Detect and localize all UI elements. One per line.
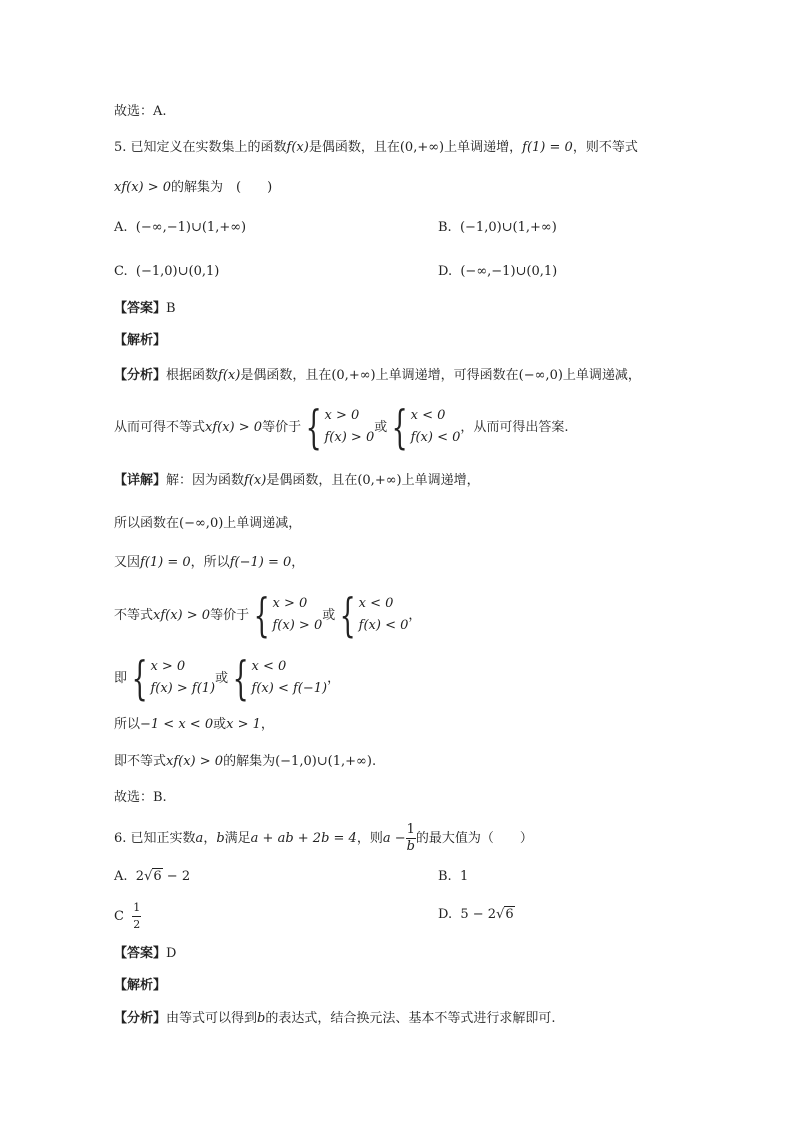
text: ， — [327, 670, 341, 686]
text: 等价于 — [210, 607, 250, 623]
math: (0,+∞) — [399, 140, 445, 155]
text: ，从而可得出答案. — [460, 419, 569, 435]
analysis-tag: 【解析】 — [114, 978, 167, 993]
math: f(x) > 0 — [272, 618, 323, 633]
text: ，所以 — [190, 555, 230, 570]
text: 或 — [213, 717, 227, 732]
text: ， — [203, 831, 217, 846]
detail-line — [114, 471, 480, 491]
math: (0,+∞) — [331, 368, 376, 383]
inequality-system: { x > 0 f(x) > f(1) — [131, 651, 216, 705]
detail-tag: 【详解】 — [114, 473, 167, 488]
math: (−1,0)∪(0,1) — [135, 264, 220, 279]
text: 即不等式 — [114, 754, 167, 769]
text: 上单调递增，可得函数在 — [375, 368, 519, 383]
numerator: 1 — [406, 822, 415, 837]
math: x < 0 — [251, 659, 287, 674]
denominator: b — [406, 839, 415, 854]
text-line — [114, 102, 167, 122]
option-b — [438, 867, 468, 887]
math: 6 — [505, 907, 514, 922]
option-c — [114, 262, 219, 282]
analysis-heading — [114, 976, 166, 996]
math: x > 0 — [272, 596, 308, 611]
answer-value: D — [166, 946, 177, 961]
math: f(−1) = 0 — [229, 555, 292, 570]
math: f(x) < 0 — [358, 618, 409, 633]
text: 或 — [322, 607, 336, 623]
analysis-sub-tag: 【分析】 — [114, 1011, 167, 1026]
text: 根据函数 — [166, 368, 219, 383]
text: 上单调递减， — [562, 368, 641, 383]
equivalence-line — [114, 651, 341, 705]
option-d: D. 5 − 2√6 — [438, 907, 514, 922]
text: ， — [260, 717, 274, 732]
analysis-tag: 【解析】 — [114, 333, 167, 348]
option-label: A. — [114, 869, 128, 884]
text: 即 — [114, 670, 128, 686]
option-label: B. — [438, 220, 452, 235]
text: 解：因为函数 — [166, 473, 245, 488]
text: 所以 — [114, 717, 141, 732]
text: 上单调递增， — [401, 473, 480, 488]
option-label: D. — [438, 907, 453, 922]
text: ， — [291, 555, 305, 570]
numerator: 1 — [132, 900, 141, 917]
text: 不等式 — [114, 607, 154, 623]
math: (−∞,−1)∪(1,+∞) — [135, 220, 247, 235]
analysis-heading — [114, 331, 166, 351]
option-a — [114, 218, 246, 238]
math: f(1) = 0 — [140, 555, 191, 570]
text: 是偶函数，且在 — [240, 368, 332, 383]
text: 上单调递减， — [223, 516, 302, 531]
text: 或 — [374, 419, 388, 435]
text: 的表达式，结合换元法、基本不等式进行求解即可. — [265, 1011, 556, 1026]
option-label: C — [114, 909, 124, 924]
option-label: C. — [114, 264, 128, 279]
option-label: A. — [114, 220, 128, 235]
inequality-system: { x < 0 f(x) < 0 — [339, 588, 409, 642]
text: 的解集为 ( ) — [171, 180, 273, 195]
analysis-line — [114, 366, 641, 386]
text: 等价于 — [262, 419, 302, 435]
option-b — [438, 218, 557, 238]
math: a − — [382, 831, 406, 846]
text: 从而可得不等式 — [114, 419, 206, 435]
math: f(x) — [286, 140, 309, 155]
text: 6. 已知正实数 — [114, 831, 196, 846]
analysis-line — [114, 1009, 556, 1029]
answer-value: B — [166, 301, 176, 316]
question-6-stem — [114, 822, 533, 856]
math: −1 < x < 0 — [140, 717, 214, 732]
text: 5. 已知定义在实数集上的函数 — [114, 140, 287, 155]
text: 的最大值为（ ） — [415, 831, 533, 846]
math: (−∞,0) — [179, 516, 224, 531]
math: x > 0 — [324, 408, 360, 423]
math: x > 1 — [226, 717, 261, 732]
option-c — [114, 900, 141, 934]
math: (−1,0)∪(1,+∞) — [275, 754, 372, 769]
math: f(x) > f(1) — [150, 681, 216, 696]
math: 1 — [459, 869, 469, 884]
math: f(x) — [244, 473, 267, 488]
fraction — [406, 822, 416, 855]
option-label: D. — [438, 264, 453, 279]
math: a + ab + 2b = 4 — [250, 831, 357, 846]
math: 6 — [153, 869, 162, 884]
text: ， — [408, 607, 422, 623]
denominator: 2 — [133, 918, 141, 931]
math: xf(x) > 0 — [205, 419, 263, 435]
math: x < 0 — [358, 596, 394, 611]
option-label: B. — [438, 869, 452, 884]
math: x < 0 — [410, 408, 446, 423]
math: a — [195, 831, 204, 846]
text: ，则不等式 — [572, 140, 638, 155]
math: x > 0 — [150, 659, 186, 674]
equivalence-line — [114, 400, 569, 454]
text: 故选：B. — [114, 790, 167, 805]
text-line — [114, 715, 274, 735]
math: (0,+∞) — [357, 473, 402, 488]
answer-tag: 【答案】 — [114, 301, 167, 316]
text-line — [114, 553, 304, 573]
math: xf(x) > 0 — [153, 607, 211, 623]
answer-tag: 【答案】 — [114, 946, 167, 961]
math: (−∞,0) — [518, 368, 563, 383]
equivalence-line — [114, 588, 422, 642]
math: f(x) < 0 — [410, 430, 461, 445]
text: 是偶函数，且在 — [308, 140, 400, 155]
text: 是偶函数，且在 — [266, 473, 358, 488]
text: 上单调递增， — [444, 140, 523, 155]
text: 又因 — [114, 555, 141, 570]
text: 满足 — [224, 831, 251, 846]
text: 的解集为 — [223, 754, 276, 769]
text-line — [114, 788, 167, 808]
text-line — [114, 752, 376, 772]
math: 2 — [135, 869, 145, 884]
option-a: A. 2√6 − 2 — [114, 869, 191, 884]
text: 或 — [215, 670, 229, 686]
math: f(1) = 0 — [522, 140, 573, 155]
analysis-sub-tag: 【分析】 — [114, 368, 167, 383]
math: f(x) — [218, 368, 241, 383]
fraction — [132, 900, 141, 933]
option-d — [438, 262, 557, 282]
inequality-system: { x > 0 f(x) > 0 — [253, 588, 323, 642]
math: − 2 — [162, 869, 191, 884]
math: xf(x) > 0 — [114, 180, 172, 195]
inequality-system: { x < 0 f(x) < 0 — [391, 400, 461, 454]
text: 故选：A. — [114, 104, 167, 119]
text-line — [114, 514, 301, 534]
answer-line — [114, 944, 176, 964]
text: 所以函数在 — [114, 516, 180, 531]
math: f(x) < f(−1) — [251, 681, 328, 696]
math: (−1,0)∪(1,+∞) — [459, 220, 557, 235]
math: xf(x) > 0 — [166, 754, 224, 769]
text: 由等式可以得到 — [166, 1011, 258, 1026]
question-5-stem-cont — [114, 178, 272, 198]
text: ，则 — [356, 831, 383, 846]
answer-line — [114, 299, 176, 319]
math: (−∞,−1)∪(0,1) — [460, 264, 558, 279]
text: . — [371, 754, 377, 769]
question-5-stem — [114, 138, 638, 158]
inequality-system: { x > 0 f(x) > 0 — [305, 400, 375, 454]
inequality-system: { x < 0 f(x) < f(−1) — [232, 651, 328, 705]
math: 5 − 2 — [460, 907, 497, 922]
math: f(x) > 0 — [324, 430, 375, 445]
math: b — [257, 1011, 266, 1026]
math: b — [216, 831, 225, 846]
